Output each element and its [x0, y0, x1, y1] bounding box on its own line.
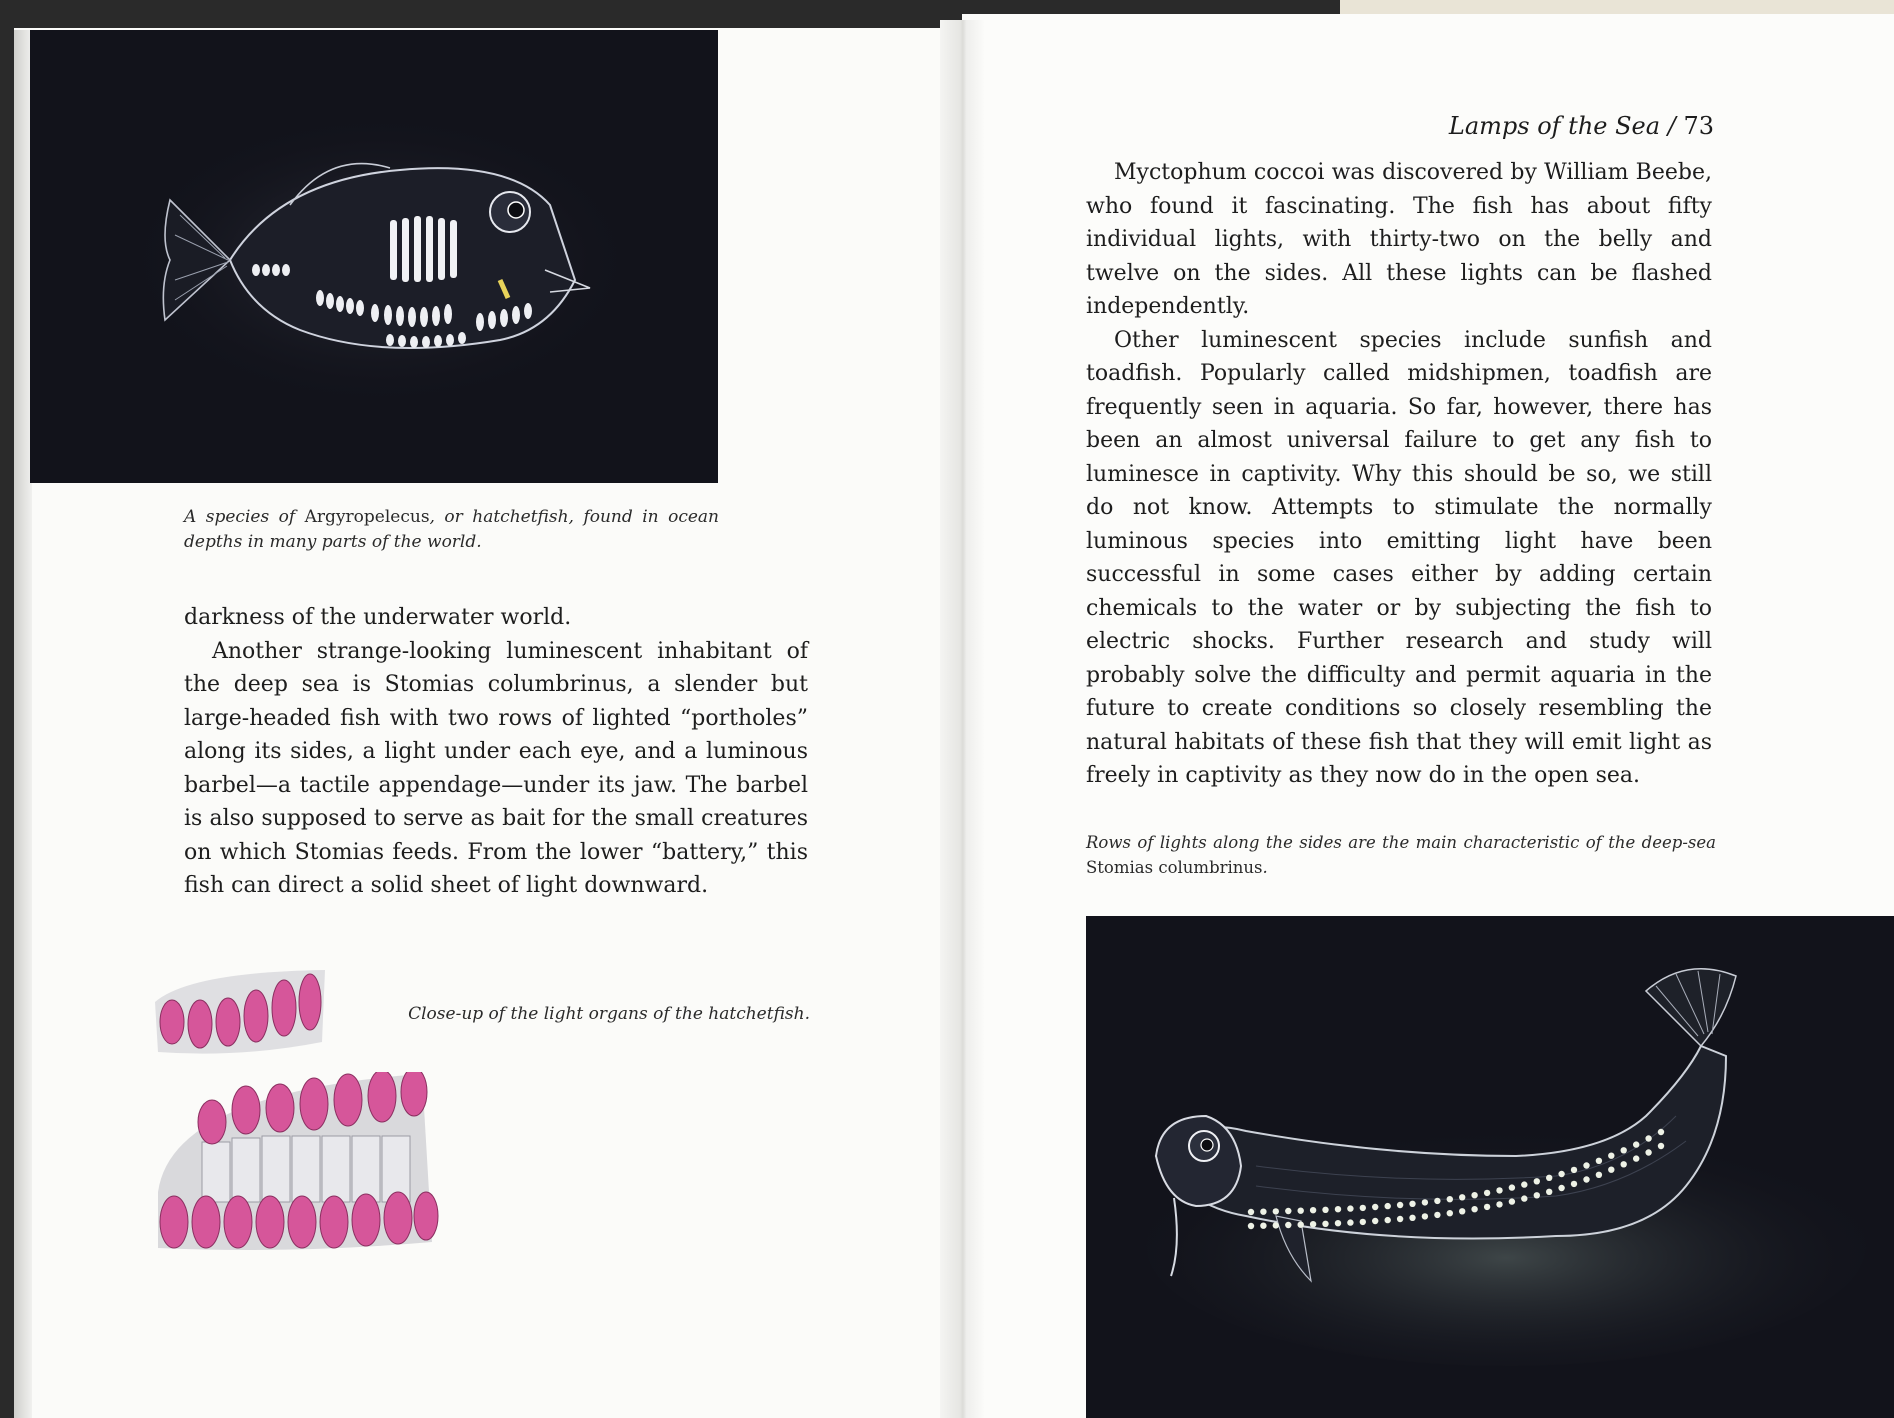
photophore-dot [1558, 1185, 1564, 1191]
photophore-dot [1521, 1195, 1527, 1201]
photophore-dot [1521, 1181, 1527, 1187]
photophore-dot [1372, 1204, 1378, 1210]
photophore-dot [1285, 1222, 1291, 1228]
photophore-dot [1558, 1171, 1564, 1177]
photophore-dot [1583, 1162, 1589, 1168]
photophore-dot [1546, 1175, 1552, 1181]
photophore-dot [1633, 1155, 1639, 1161]
photophore-dot [1596, 1172, 1602, 1178]
photophore-dot [1546, 1189, 1552, 1195]
photophore-dot [1534, 1178, 1540, 1184]
caption-end: . [1262, 858, 1268, 877]
photophore-dot [1447, 1210, 1453, 1216]
photophore-dot [1608, 1153, 1614, 1159]
light-organs-lower-icon [152, 1072, 442, 1254]
photophore-dot [1322, 1207, 1328, 1213]
photophore-dot [1422, 1213, 1428, 1219]
stomias-caption [1086, 830, 1716, 880]
photophore-dot [1409, 1201, 1415, 1207]
photophore-dot [1496, 1187, 1502, 1193]
photophore-dot [1596, 1158, 1602, 1164]
paragraph: Myctophum coccoi was discovered by William Beebe, who found it fascinating. The fish has about fifty individual lights, with thirty-two on the belly and twelve on the sides. All these lights can be flashed independently. [1086, 160, 1712, 319]
photophore-dot [1335, 1220, 1341, 1226]
photophore-dot [1347, 1219, 1353, 1225]
caption-species: Stomias columbrinus [1086, 858, 1263, 877]
photophore-dot [1335, 1206, 1341, 1212]
photophore-dot [1248, 1209, 1254, 1215]
photophore-dot [1298, 1208, 1304, 1214]
photophore-dot [1347, 1205, 1353, 1211]
hatchetfish-caption [184, 505, 719, 555]
photophore-dot [1509, 1198, 1515, 1204]
photophore-dot [1310, 1207, 1316, 1213]
photophore-dot [1310, 1221, 1316, 1227]
left-body-text [184, 601, 808, 903]
photophore-dot [1534, 1192, 1540, 1198]
caption-genus: Argyropelecus [304, 507, 430, 527]
hatchetfish-plate [30, 30, 718, 483]
paragraph: darkness of the underwater world. [184, 605, 572, 630]
running-head-title: Lamps of the Sea [1448, 112, 1661, 140]
paragraph: Other luminescent species include sunfish and toadfish. Popularly called midshipmen, toadfish are frequently seen in aquaria. So far, however, there has been an almost universal failure to get any fish to luminesce in captivity. Why this should be so, we still do not know. Attempts to stimulate the normally luminous species into emitting light have been successful in some cases either by adding certain chemicals to the water or by subjecting the fish to electric shocks. Further research and study will probably solve the difficulty and permit aquaria in the future to create conditions so closely resembling the natural habitats of these fish that they will emit light as freely in captivity as they now do in the open sea. [1086, 327, 1712, 788]
hatchetfish-illustration-icon [30, 30, 718, 483]
paragraph: Another strange-looking luminescent inhabitant of the deep sea is Stomias columbrinus, a slender but large-headed fish with two rows of lighted “portholes” along its sides, a light under each eye, and a luminous barbel—a tactile appendage—under its jaw. The barbel is also supposed to serve as bait for the small creatures on which Stomias feeds. From the lower “battery,” this fish can direct a solid sheet of light downward. [184, 638, 808, 898]
photophore-dot [1633, 1141, 1639, 1147]
photophore-dot [1484, 1190, 1490, 1196]
book-gutter [940, 20, 984, 1418]
photophore-dot [1285, 1208, 1291, 1214]
photophore-dot [1409, 1215, 1415, 1221]
photophore-dot [1434, 1212, 1440, 1218]
photophore-dot [1447, 1196, 1453, 1202]
photophore-dot [1397, 1216, 1403, 1222]
photophore-dot [1484, 1204, 1490, 1210]
running-head [1380, 112, 1714, 140]
caption-text: A species of [184, 507, 305, 527]
photophore-dot [1385, 1203, 1391, 1209]
photophore-dot [1422, 1199, 1428, 1205]
photophore-dot [1658, 1143, 1664, 1149]
running-head-separator: / [1667, 112, 1676, 140]
stomias-fish-illustration-icon [1086, 916, 1894, 1418]
photophore-dot [1621, 1147, 1627, 1153]
photophore-dot [1360, 1205, 1366, 1211]
photophore-dot [1322, 1221, 1328, 1227]
photophore-dot [1658, 1129, 1664, 1135]
photophore-dot [1248, 1223, 1254, 1229]
photophore-dot [1471, 1206, 1477, 1212]
page-number: 73 [1683, 112, 1714, 140]
photophore-dot [1260, 1223, 1266, 1229]
photophore-dot [1571, 1167, 1577, 1173]
photophore-dot [1459, 1208, 1465, 1214]
photophore-dot [1273, 1222, 1279, 1228]
photophore-dot [1273, 1208, 1279, 1214]
light-organs-caption: Close-up of the light organs of the hatchetfish. [408, 1004, 810, 1024]
photophore-dot [1298, 1222, 1304, 1228]
photophore-dot [1459, 1194, 1465, 1200]
photophore-dot [1385, 1217, 1391, 1223]
photophore-dot [1645, 1135, 1651, 1141]
caption-text-end: , or hatchetfish, found in ocean depths in many parts of the world. [184, 507, 719, 552]
photophore-dot [1260, 1209, 1266, 1215]
light-organs-upper-icon [150, 962, 330, 1060]
photophore-dot [1496, 1201, 1502, 1207]
photophore-dot [1608, 1167, 1614, 1173]
photophore-dot [1471, 1192, 1477, 1198]
photophore-dot [1645, 1149, 1651, 1155]
photophore-dot [1621, 1161, 1627, 1167]
photophore-dot [1509, 1184, 1515, 1190]
caption-text: Rows of lights along the sides are the main characteristic of the deep-sea [1086, 833, 1716, 852]
stomias-plate [1086, 916, 1894, 1418]
photophore-dot [1571, 1181, 1577, 1187]
photophore-dot [1372, 1218, 1378, 1224]
right-body-text [1086, 156, 1712, 793]
photophore-dot [1434, 1198, 1440, 1204]
photophore-dot [1360, 1219, 1366, 1225]
photophore-dot [1583, 1176, 1589, 1182]
photophore-dot [1397, 1202, 1403, 1208]
